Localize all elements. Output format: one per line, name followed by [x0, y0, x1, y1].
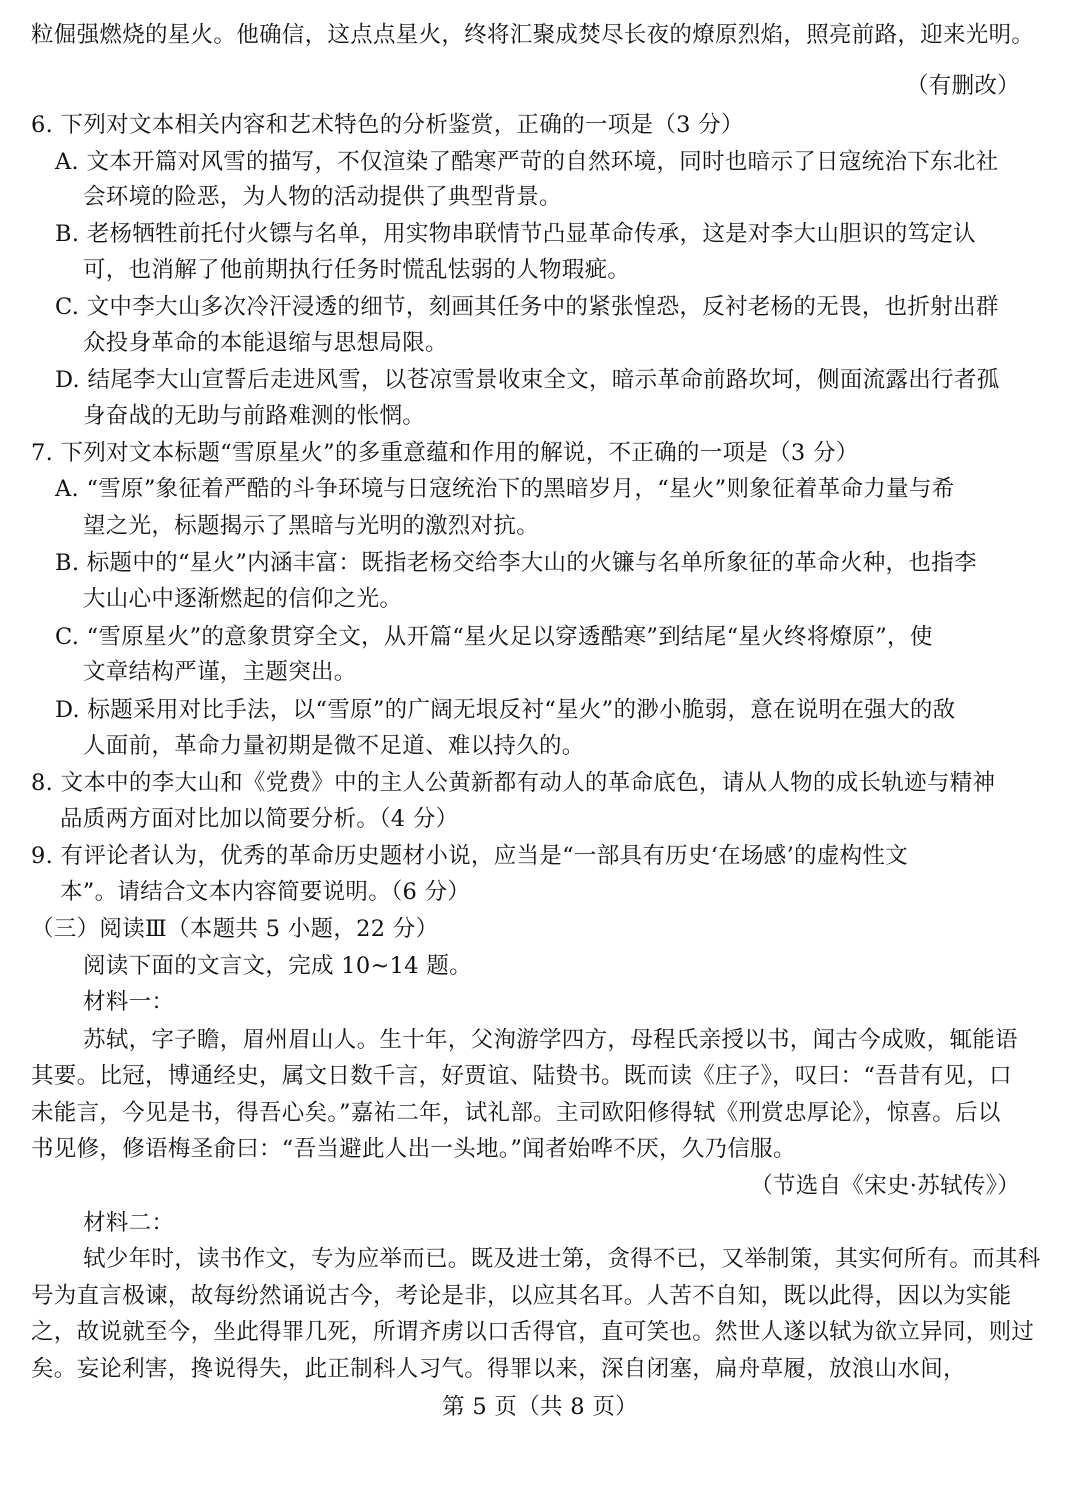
question-6-stem: 6. 下列对文本相关内容和艺术特色的分析鉴赏，正确的一项是（3 分）	[31, 112, 744, 138]
section-heading: （三）阅读Ⅲ（本题共 5 小题，22 分）	[31, 916, 439, 942]
material-1-source: （节选自《宋史·苏轼传》）	[750, 1173, 1020, 1199]
material-2-text: 轼少年时，读书作文，专为应举而已。既及进士第，贪得不已，又举制策，其实何所有。而其科	[83, 1246, 1041, 1272]
material-1-text: 书见修，修语梅圣俞曰：“吾当避此人出一头地。”闻者始哗不厌，久乃信服。	[31, 1136, 796, 1162]
text-line: 众投身革命的本能退缩与思想局限。	[83, 330, 448, 356]
material-2-label: 材料二：	[83, 1210, 175, 1236]
question-7-option-d: D. 标题采用对比手法，以“雪原”的广阔无垠反衬“星火”的渺小脆弱，意在说明在强大的敌	[55, 697, 956, 723]
question-9-stem: 9. 有评论者认为，优秀的革命历史题材小说，应当是“一部具有历史‘在场感’的虚构性文	[31, 843, 909, 869]
text-line: 身奋战的无助与前路难测的怅惘。	[83, 403, 426, 429]
page-footer: 第 5 页（共 8 页）	[442, 1394, 638, 1420]
text-line: 望之光，标题揭示了黑暗与光明的激烈对抗。	[83, 513, 540, 539]
instruction: 阅读下面的文言文，完成 10~14 题。	[83, 953, 472, 979]
material-2-text: 号为直言极谏，故每纷然诵说古今，考论是非，以应其名耳。人苦不自知，既以此得，因以为实能	[31, 1283, 1012, 1309]
text-line: 人面前，革命力量初期是微不足道、难以持久的。	[83, 733, 585, 759]
material-2-text: 之，故说就至今，坐此得罪几死，所谓齐虏以口舌得官，直可笑也。然世人遂以轼为欲立异同，则过	[31, 1319, 1035, 1345]
text-line: 文章结构严谨，主题突出。	[83, 659, 357, 685]
question-8-stem: 8. 文本中的李大山和《党费》中的主人公黄新都有动人的革命底色，请从人物的成长轨迹与精神	[31, 770, 996, 796]
material-2-text: 矣。妄论利害，搀说得失，此正制科人习气。得罪以来，深自闭塞，扁舟草履，放浪山水间，	[31, 1356, 966, 1382]
text-line: 粒倔强燃烧的星火。他确信，这点点星火，终将汇聚成焚尽长夜的燎原烈焰，照亮前路，迎来光明。	[31, 22, 1035, 48]
question-6-option-d: D. 结尾李大山宣誓后走进风雪，以苍凉雪景收束全文，暗示革命前路坎坷，侧面流露出行者孤	[55, 367, 1000, 393]
material-1-text: 其要。比冠，博通经史，属文日数千言，好贾谊、陆贽书。既而读《庄子》，叹曰：“吾昔有见，口	[31, 1063, 1012, 1089]
material-1-text: 未能言，今见是书，得吾心矣。”嘉祐二年，试礼部。主司欧阳修得轼《刑赏忠厚论》，惊喜。后以	[31, 1100, 1001, 1126]
text-line: 会环境的险恶，为人物的活动提供了典型背景。	[83, 184, 562, 210]
material-1-text: 苏轼，字子瞻，眉州眉山人。生十年，父洵游学四方，母程氏亲授以书，闻古今成败，辄能语	[83, 1027, 1018, 1053]
question-6-option-c: C. 文中李大山多次冷汗浸透的细节，刻画其任务中的紧张惶恐，反衬老杨的无畏，也折射出群	[55, 294, 999, 320]
text-line: 大山心中逐渐燃起的信仰之光。	[83, 586, 403, 612]
question-7-stem: 7. 下列对文本标题“雪原星火”的多重意蕴和作用的解说，不正确的一项是（3 分）	[31, 440, 859, 466]
question-6-option-a: A. 文本开篇对风雪的描写，不仅渲染了酷寒严苛的自然环境，同时也暗示了日寇统治下东北社	[55, 149, 999, 175]
question-7-option-b: B. 标题中的“星火”内涵丰富：既指老杨交给李大山的火镰与名单所象征的革命火种，也指李	[55, 550, 977, 576]
text-line: 可，也消解了他前期执行任务时慌乱怯弱的人物瑕疵。	[83, 257, 631, 283]
material-1-label: 材料一：	[83, 989, 175, 1015]
source-note: （有删改）	[905, 73, 1020, 99]
text-line: 本”。请结合文本内容简要说明。（6 分）	[60, 879, 471, 905]
question-7-option-c: C. “雪原星火”的意象贯穿全文，从开篇“星火足以穿透酷寒”到结尾“星火终将燎原”，使	[55, 624, 933, 650]
question-6-option-b: B. 老杨牺牲前托付火镖与名单，用实物串联情节凸显革命传承，这是对李大山胆识的笃定认	[55, 221, 976, 247]
text-line: 品质两方面对比加以简要分析。（4 分）	[60, 806, 459, 832]
question-7-option-a: A. “雪原”象征着严酷的斗争环境与日寇统治下的黑暗岁月，“星火”则象征着革命力量与希	[55, 476, 955, 502]
